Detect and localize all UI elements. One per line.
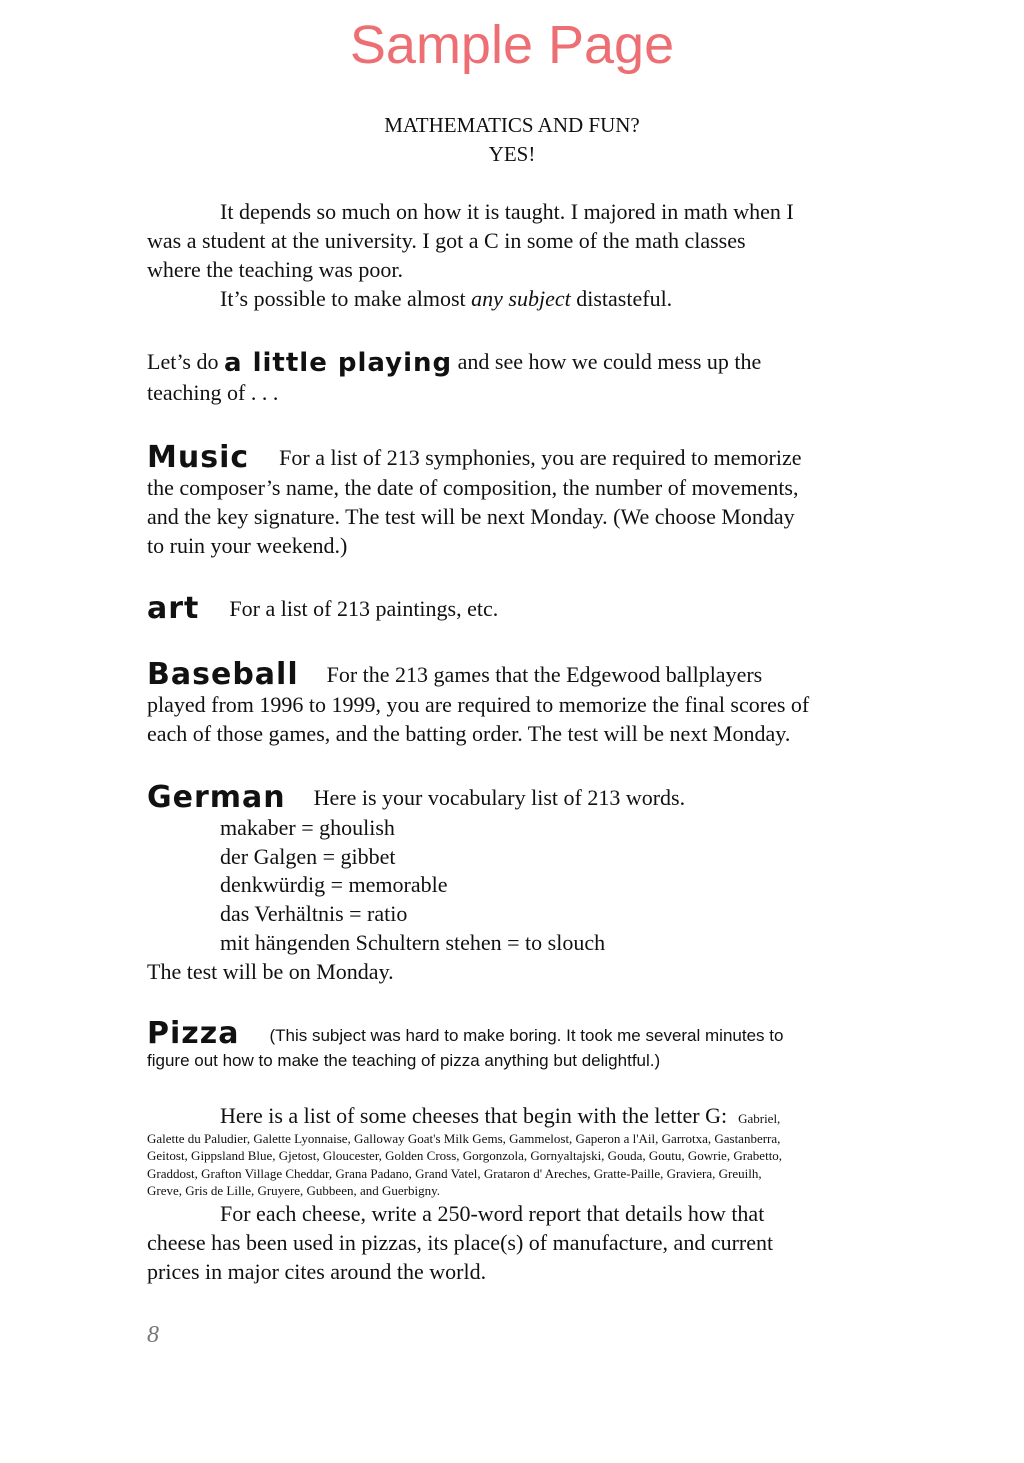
pizza-heading: Pizza: [147, 1016, 240, 1051]
music-line: the composer’s name, the date of composition, the number of movements,: [147, 475, 799, 500]
baseball-line: each of those games, and the batting order. The test will be next Monday.: [147, 721, 791, 746]
intro-text: It’s possible to make almost: [220, 286, 472, 311]
art-section: [147, 591, 498, 627]
intro-line: where the teaching was poor.: [147, 257, 403, 282]
art-text: For a list of 213 paintings, etc.: [229, 596, 499, 621]
music-section: [147, 440, 802, 476]
music-line: to ruin your weekend.): [147, 533, 348, 558]
german-closing: The test will be on Monday.: [147, 959, 394, 984]
cheese-lead-text: Here is a list of some cheeses that begin with the letter G:: [220, 1103, 728, 1128]
cheese-list-line: Geitost, Gippsland Blue, Gjetost, Gloucester, Golden Cross, Gorgonzola, Gornyaltajski, Gouda, Goutu, Gowrie, Grabetto,: [147, 1148, 783, 1163]
intro-line: [220, 284, 672, 313]
playing-line: teaching of . . .: [147, 380, 279, 405]
music-text: For a list of 213 symphonies, you are required to memorize: [279, 445, 802, 470]
baseball-line: played from 1996 to 1999, you are required to memorize the final scores of: [147, 692, 810, 717]
music-heading: Music: [147, 440, 250, 475]
cheese-list-line: Galette du Paludier, Galette Lyonnaise, Galloway Goat's Milk Gems, Gammelost, Gaperon a l'Ail, Garrotxa, Gastanberra,: [147, 1131, 781, 1146]
sample-page-watermark: Sample Page: [349, 15, 675, 75]
pizza-text: (This subject was hard to make boring. It took me several minutes to: [269, 1026, 784, 1045]
emphasis-text: any subject: [471, 286, 571, 311]
vocab-item: makaber = ghoulish: [220, 815, 395, 840]
german-section: [147, 780, 685, 816]
vocab-item: denkwürdig = memorable: [220, 872, 448, 897]
report-line: For each cheese, write a 250-word report that details how that: [220, 1201, 765, 1226]
intro-line: It depends so much on how it is taught. I majored in math when I: [220, 199, 794, 224]
vocab-item: das Verhältnis = ratio: [220, 901, 408, 926]
vocab-item: der Galgen = gibbet: [220, 844, 396, 869]
pizza-section: [147, 1016, 783, 1052]
baseball-text: For the 213 games that the Edgewood ballplayers: [326, 662, 763, 687]
cheese-first: Gabriel,: [738, 1111, 781, 1126]
music-line: and the key signature. The test will be next Monday. (We choose Monday: [147, 504, 795, 529]
cheese-intro: [220, 1101, 780, 1130]
german-heading: German: [147, 780, 286, 815]
german-text: Here is your vocabulary list of 213 words.: [313, 785, 686, 810]
baseball-section: [147, 657, 762, 693]
vocab-item: mit hängenden Schultern stehen = to slouch: [220, 930, 606, 955]
cheese-list-line: Graddost, Grafton Village Cheddar, Grana Padano, Grand Vatel, Grataron d' Areches, Gratte-Paille, Graviera, Greuilh,: [147, 1166, 762, 1181]
playing-line: [147, 344, 761, 381]
playing-text: and see how we could mess up the: [452, 349, 762, 374]
report-line: prices in major cites around the world.: [147, 1259, 487, 1284]
page-number: 8: [147, 1322, 159, 1348]
art-heading: art: [147, 591, 200, 626]
report-line: cheese has been used in pizzas, its place(s) of manufacture, and current: [147, 1230, 774, 1255]
pizza-line: figure out how to make the teaching of pizza anything but delightful.): [147, 1051, 661, 1070]
playing-text: Let’s do: [147, 349, 224, 374]
page-subtitle: YES!: [488, 142, 536, 166]
cheese-list-line: Greve, Gris de Lille, Gruyere, Gubbeen, and Guerbigny.: [147, 1183, 441, 1198]
intro-line: was a student at the university. I got a C in some of the math classes: [147, 228, 746, 253]
little-playing-decorative-text: a little playing: [224, 348, 453, 378]
page-title: MATHEMATICS AND FUN?: [384, 113, 640, 137]
baseball-heading: Baseball: [147, 657, 299, 692]
intro-text: distasteful.: [570, 286, 673, 311]
